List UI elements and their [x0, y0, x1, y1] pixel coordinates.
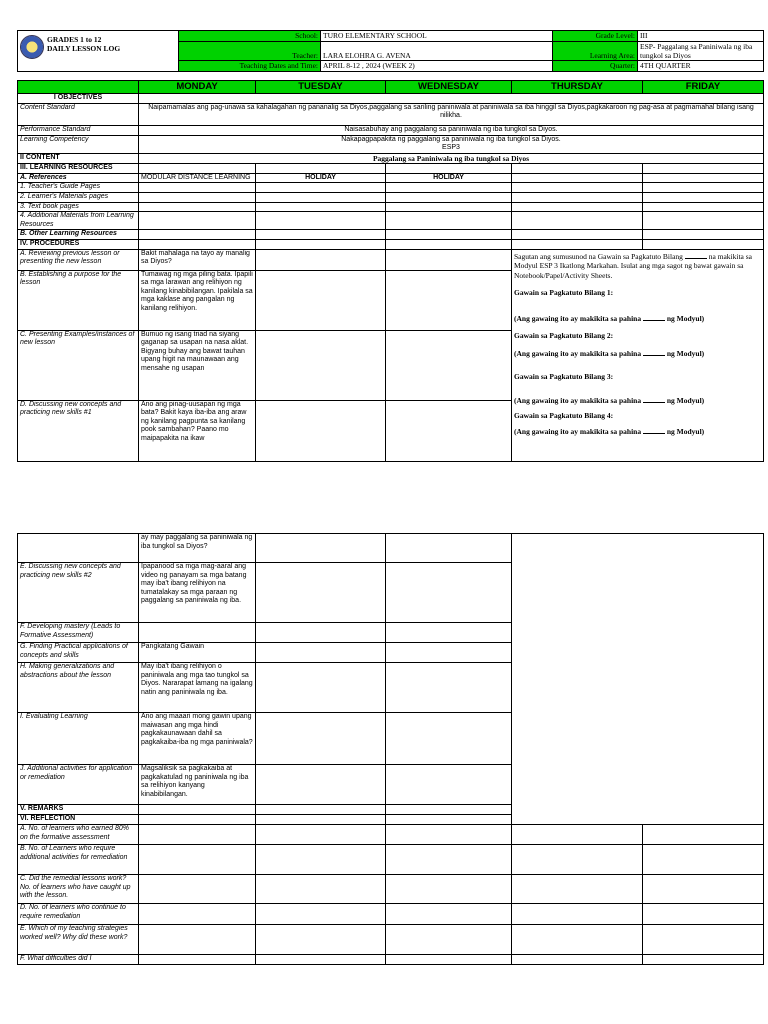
day-thursday: THURSDAY: [512, 81, 643, 94]
proc-c-monday: Bumuo ng isang triad na siyang gaganap sa usapan na nasa aklat. Bigyang buhay ang bawat tauhan upang higit na maunawaan ang mensahe ng usapan: [139, 330, 256, 400]
title-cell: [18, 31, 179, 72]
corner-cell: [18, 81, 139, 94]
ref-c-label: C. Did the remedial lessons work? No. of learners who have caught up with the lesson.: [18, 875, 139, 904]
gawain-2-note: (Ang gawaing ito ay makikita sa pahina ng Modyul): [514, 348, 705, 358]
proc-h-monday: May iba't ibang relihiyon o paniniwala ang mga tao tungkol sa Diyos. Nararapat lamang na igalang natin ang paniniwala ng iba.: [139, 663, 256, 713]
procedures-heading: IV. PROCEDURES: [18, 240, 139, 250]
gawain-4-note: (Ang gawaing ito ay makikita sa pahina ng Modyul): [514, 426, 705, 436]
proc-j-label: J. Additional activities for application or remediation: [18, 765, 139, 805]
tb-pages-label: 3. Text book pages: [18, 202, 139, 212]
proc-g-monday: Pangkatang Gawain: [139, 643, 256, 663]
lm-pages-label: 2. Learner's Materials pages: [18, 193, 139, 203]
area-label: Learning Area:: [553, 42, 638, 61]
proc-c-label: C. Presenting Examples/instances of new lesson: [18, 330, 139, 400]
objectives-heading: I OBJECTIVES: [18, 94, 139, 104]
deped-seal-icon: [20, 35, 44, 59]
gawain-1-note: (Ang gawaing ito ay makikita sa pahina ng Modyul): [514, 313, 705, 323]
proc-e-monday: Ipapanood sa mga mag-aaral ang video ng panayam sa mga batang may iba't ibang relihiyon na tumatalakay sa mga paraan ng paggalang sa paniniwala ng iba.: [139, 563, 256, 623]
thursday-intro: Sagutan ang sumusunod na Gawain sa Pagkatuto Bilang na makikita sa Modyul ESP 3 Ikatlong Markahan. Isulat ang mga sagot ng bawat gawain sa Notebook/Papel/Activity Sheets.: [514, 251, 753, 280]
school-value: TURO ELEMENTARY SCHOOL: [321, 31, 553, 42]
thursday-activities: [512, 249, 764, 461]
ref-a-label: A. No. of learners who earned 80% on the formative assessment: [18, 825, 139, 845]
dates-value: APRIL 8-12 , 2024 (WEEK 2): [321, 61, 553, 72]
ref-f-label: F. What difficulties did I: [18, 955, 139, 965]
proc-b-label: B. Establishing a purpose for the lesson: [18, 270, 139, 330]
other-resources-label: B. Other Learning Resources: [18, 230, 139, 240]
ref-b-label: B. No. of Learners who require additional activities for remediation: [18, 845, 139, 875]
proc-a-label: A. Reviewing previous lesson or presenting the new lesson: [18, 249, 139, 270]
day-wednesday: WEDNESDAY: [386, 81, 512, 94]
lesson-table-page2: [17, 533, 763, 965]
header-block: [17, 30, 763, 72]
gawain-3: Gawain sa Pagkatuto Bilang 3:: [514, 372, 614, 382]
grade-value: III: [638, 31, 764, 42]
learning-competency-label: Learning Competency: [18, 135, 139, 153]
proc-d-label: D. Discussing new concepts and practicing new skills #1: [18, 400, 139, 461]
dates-label: Teaching Dates and Time:: [179, 61, 321, 72]
proc-i-monday: Ano ang maaari mong gawin upang maiwasan ang mga hindi pagkakaunawaan dahil sa pagkakaiba-iba ng mga paniniwala?: [139, 713, 256, 765]
thursday-friday-merged: [512, 534, 764, 825]
grade-label: Grade Level:: [553, 31, 638, 42]
performance-standard-label: Performance Standard: [18, 125, 139, 135]
teacher-value: LARA ELOHRA G. AVENA: [321, 42, 553, 61]
resources-heading: III. LEARNING RESOURCES: [18, 164, 139, 174]
proc-b-monday: Tumawag ng mga piling bata. Ipapili sa mga larawan ang relihiyon ng kanilang kinabibilangan. Ipakilala sa mga kaklase ang pangalan ng kanilang relihiyon.: [139, 270, 256, 330]
holiday-tuesday: HOLIDAY: [256, 173, 386, 183]
day-monday: MONDAY: [139, 81, 256, 94]
content-text: Paggalang sa Paniniwala ng iba tungkol sa Diyos: [139, 153, 764, 164]
title-line2: DAILY LESSON LOG: [47, 44, 121, 53]
quarter-value: 4TH QUARTER: [638, 61, 764, 72]
proc-h-label: H. Making generalizations and abstractions about the lesson: [18, 663, 139, 713]
ref-d-label: D. No. of learners who continue to require remediation: [18, 904, 139, 925]
day-friday: FRIDAY: [643, 81, 764, 94]
proc-f-label: F. Developing mastery (Leads to Formative Assessment): [18, 623, 139, 643]
remarks-heading: V. REMARKS: [18, 805, 139, 815]
gawain-2: Gawain sa Pagkatuto Bilang 2:: [514, 331, 614, 341]
proc-d-monday-cont: ay may paggalang sa paniniwala ng iba tungkol sa Diyos?: [139, 534, 256, 563]
holiday-wednesday: HOLIDAY: [386, 173, 512, 183]
content-standard-label: Content Standard: [18, 103, 139, 125]
tg-pages-label: 1. Teacher's Guide Pages: [18, 183, 139, 193]
performance-standard-text: Naisasabuhay ang paggalang sa paniniwala ng iba tungkol sa Diyos.: [139, 125, 764, 135]
references-label: A. References: [18, 173, 139, 183]
learning-competency-text: Nakapagpapakita ng paggalang sa paniniwala ng iba tungkol sa Diyos.: [341, 135, 561, 143]
blank-line: [685, 252, 707, 259]
proc-i-label: I. Evaluating Learning: [18, 713, 139, 765]
title-line1: GRADES 1 to 12: [47, 35, 102, 44]
lesson-table-page1: [17, 80, 763, 462]
gawain-3-note: (Ang gawaing ito ay makikita sa pahina ng Modyul): [514, 395, 705, 405]
gawain-4: Gawain sa Pagkatuto Bilang 4:: [514, 411, 614, 421]
area-value: ESP- Paggalang sa Paniniwala ng iba tungkol sa Diyos: [638, 42, 764, 61]
proc-a-monday: Bakit mahalaga na tayo ay manalig sa Diyos?: [139, 249, 256, 270]
ref-e-label: E. Which of my teaching strategies worked well? Why did these work?: [18, 925, 139, 955]
proc-d-monday: Ano ang pinag-uusapan ng mga bata? Bakit kaya iba-iba ang araw ng kanilang pagpunta sa kanilang pook sambahan? Paano mo maipapakita na ikaw: [139, 400, 256, 461]
teacher-label: Teacher:: [179, 42, 321, 61]
proc-e-label: E. Discussing new concepts and practicing new skills #2: [18, 563, 139, 623]
quarter-label: Quarter:: [553, 61, 638, 72]
day-tuesday: TUESDAY: [256, 81, 386, 94]
learning-competency-cell: [139, 135, 764, 153]
additional-materials-label: 4. Additional Materials from Learning Resources: [18, 212, 139, 230]
proc-g-label: G. Finding Practical applications of concepts and skills: [18, 643, 139, 663]
esp-code: ESP3: [442, 144, 460, 152]
gawain-1: Gawain sa Pagkatuto Bilang 1:: [514, 288, 614, 298]
proc-j-monday: Magsaliksik sa pagkakaiba at pagkakatulad ng paniniwala ng iba sa relihiyon kanyang kinabibilangan.: [139, 765, 256, 805]
modular-text: MODULAR DISTANCE LEARNING: [139, 173, 256, 183]
content-standard-text: Naipamamalas ang pag-unawa sa kahalagahan ng pananalig sa Diyos,paggalang sa sariling paniniwala at paniniwala sa iba hinggil sa Diyos,pagkakaroon ng pag-asa at pagmamahal bilang isang nilikha.: [139, 103, 764, 125]
school-label: School:: [179, 31, 321, 42]
content-heading: II CONTENT: [18, 153, 139, 164]
reflection-heading: VI. REFLECTION: [18, 815, 139, 825]
